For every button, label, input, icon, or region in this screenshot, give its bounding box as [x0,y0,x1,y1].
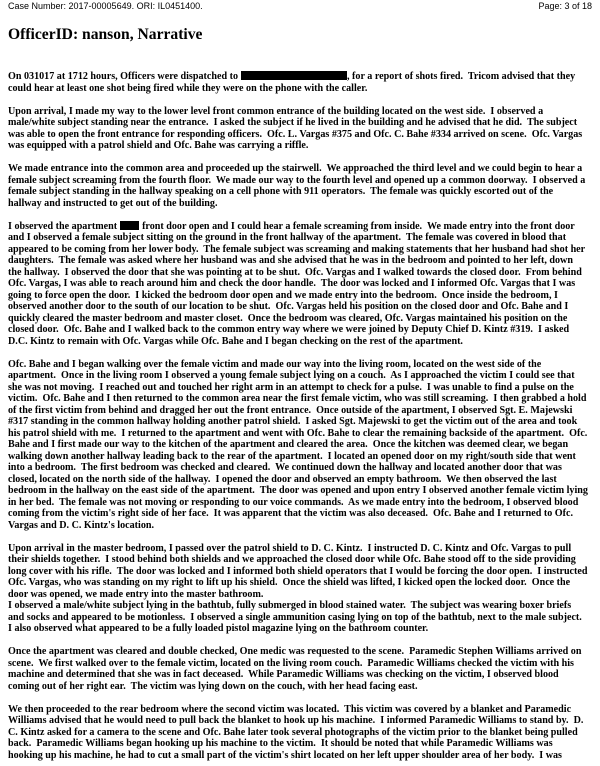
page-number: Page: 3 of 18 [538,1,592,11]
text-line: Once the apartment was cleared and double checked, One medic was requested to the scene. Paramedic Stephen Williams arrived on [8,646,582,657]
text-line: into a bedroom. The first bedroom was checked and cleared. We continued down the hallway and located another door that was [8,462,562,473]
narrative-paragraph [8,543,594,635]
page-header [8,1,592,12]
text-line: #317 standing in the common hallway holding another patrol shield. I asked Sgt. Majewski to get the victim out of the area and took [8,416,578,427]
text-line: going to force open the door. I kicked the bedroom door open and we made entry into the bedroom. Once inside the bedroom, I [8,289,558,301]
text-line: was able to open the front entrance for responding officers. Ofc. L. Vargas #375 and Ofc. C. Bahe #334 arrived on scene. Ofc. Vargas [8,128,583,140]
text-line: male/white subject standing near the entrance. I asked the subject if he lived in the building and he advised that he did. The subject [8,117,578,128]
text-line: in her bed. The female was not moving or responding to our voice commands. As we made entry into the bedroom, I observed blood [8,496,579,508]
text-line: Vargas and D. C. Kintz's location. [8,519,154,531]
text-line: Ofc. Vargas, I was able to reach around him and check the door handle. The door was locked and I informed Ofc. Vargas that I was [8,278,576,289]
text-line: and socks and appeared to be motionless. I observed a single ammunition casing lying on top of the bathtub, next to the male subject. [8,611,582,623]
text-line [8,221,594,233]
text-segment: , for a report of shots fired. Tricom advised that they [347,71,576,82]
text-line: I also observed what appeared to be a fully loaded pistol magazine lying on the bathroom counter. [8,623,429,634]
text-line: Bahe and I first made our way to the kitchen of the apartment and cleared the area. Once the kitchen was deemed clear, we began [8,439,569,450]
narrative-paragraph [8,646,594,692]
redaction-block [241,71,347,80]
text-segment: I observed the apartment [8,220,118,232]
text-line: Ofc. Bahe and I began walking over the female victim and made our way into the living room, located on the west side of the [8,358,542,370]
text-line: their shields together. I stood behind both shields and we approached the closed door while Ofc. Bahe stood off to the side providing [8,554,576,565]
narrative-paragraph [8,71,594,94]
text-line: Upon arrival in the master bedroom, I passed over the patrol shield to D. C. Kintz. I instructed D. C. Kintz and Ofc. Vargas to pull [8,542,572,554]
text-line: coming out of her right ear. The victim was lying down on the couch, with her head facing east. [8,680,418,692]
text-line [8,71,594,83]
text-segment: front door open and I could hear a female screaming from inside. We made entry into the front door [142,220,575,232]
text-line: his patrol shield with me. I returned to the apartment and went with Ofc. Bahe to clear the remaining backside of the apartment. Ofc. [8,427,588,439]
text-line: was equipped with a patrol shield and Ofc. Bahe was carrying a riffle. [8,140,309,151]
text-line: the hallway. I observed the door that she was pointing at to be shut. Ofc. Vargas and I walked towards the closed door. From behind [8,266,582,278]
text-line: scene. We first walked over to the female victim, located on the living room couch. Paramedic Williams checked the victim with his [8,657,574,669]
text-line: observed another door to the south of our location to be shut. Ofc. Vargas held his position on the closed door and Ofc. Bahe and I [8,301,569,312]
page-title: OfficerID: nanson, Narrative [8,26,203,43]
text-line: I observed a male/white subject lying in the bathtub, fully submerged in blood stained water. The subject was wearing boxer briefs [8,600,572,611]
text-line: could hear at least one shot being fired while they were on the phone with the caller. [8,82,368,94]
text-line: Upon arrival, I made my way to the lower level front common entrance of the building located on the west side. I observed a [8,105,544,117]
text-line: Williams advised that he would need to pull back the blanket to hook up his machine. I informed Paramedic Williams to stand by. D. [8,715,584,726]
narrative-paragraph [8,704,594,762]
text-line: coming from the victim's right side of her face. It was apparent that the victim was also deceased. Ofc. Bahe and I returned to Ofc. [8,508,574,519]
text-line: closed, located on the north side of the hallway. I opened the door and observed an empty bathroom. We then observed the last [8,473,557,485]
narrative-body [8,71,594,761]
narrative-paragraph [8,163,594,209]
text-line: and I observed a female subject sitting on the ground in the front hallway of the apartment. The female was covered in blood that [8,232,567,243]
text-line: We then proceeded to the rear bedroom where the second victim was located. This victim was covered by a blanket and Paramedic [8,703,572,715]
text-line: she was not moving. I reached out and touched her right arm in an attempt to check for a pulse. I was unable to find a pulse on the [8,381,574,393]
text-line: hooking up his machine, he had to cut a small part of the victim's shirt located on her left upper shoulder area of her body. I was [8,749,562,761]
text-line: bedroom in the hallway on the east side of the apartment. The door was opened and upon entry I observed another female victim lying [8,485,588,496]
redaction-block [120,221,139,230]
text-line: closed door. Ofc. Bahe and I walked back to the common entry way where we were joined by Deputy Chief D. Kintz #319. I asked [8,324,570,335]
text-line: of the first victim from behind and dragged her out the front entrance. Once outside of the apartment, I observed Sgt. E. Majewski [8,404,573,416]
text-line: appeared to be coming from her lower body. The female subject was screaming and making statements that her husband had shot her [8,243,586,255]
text-line: daughters. The female was asked where her husband was and she advised that he was in the bedroom and pointed to her left, down [8,255,573,266]
text-segment: On 031017 at 1712 hours, Officers were dispatched to [8,71,238,82]
text-line: C. Kintz asked for a camera to the scene and Ofc. Bahe later took several photographs of the victim prior to the blanket being pulled [8,726,578,738]
narrative-paragraph [8,221,594,348]
text-line: Ofc. Vargas, who was standing on my right to lift up his shield. Once the shield was lifted, I kicked open the locked door. Once the [8,577,571,588]
text-line: apartment. Once in the living room I observed a young female subject lying on a couch. As I approached the victim I could see that [8,370,575,381]
text-line: machine and determined that she was in fact deceased. While Paramedic Williams was checking on the victim, I observed blood [8,669,559,680]
narrative-paragraph [8,359,594,532]
text-line: long cover with his rifle. The door was locked and I informed both shield operators that I would be forcing the door open. I instructed [8,565,588,577]
text-line: D.C. Kintz to remain with Ofc. Vargas while Ofc. Bahe and I began checking on the rest of the apartment. [8,335,463,347]
text-line: female subject standing in the hallway speaking on a cell phone with 911 operators. The female was quickly escorted out of the [8,186,554,197]
text-line: door was opened, we made entry into the master bathroom. [8,588,264,600]
narrative-paragraph [8,106,594,152]
text-line: female subject screaming from the fourth floor. We made our way to the fourth level and opened up a common doorway. I observed a [8,174,586,186]
text-line: We made entrance into the common area and proceeded up the stairwell. We approached the third level and we could begin to hear a [8,163,583,174]
case-number-header: Case Number: 2017-00005649. ORI: IL0451400. [8,1,203,11]
text-line: hallway and instructed to get out of the building. [8,197,218,209]
text-line: walking down another hallway leading back to the rear of the apartment. I located an opened door on my right/south side that went [8,450,576,462]
text-line: back. Paramedic Williams began hooking up his machine to the victim. It should be noted that while Paramedic Williams was [8,738,553,749]
text-line: quickly cleared the master bedroom and master closet. Once the bedroom was cleared, Ofc. Vargas maintained his position on the [8,312,568,324]
text-line: victim. Ofc. Bahe and I then returned to the common area near the first female victim, who was still screaming. I then grabbed a hold [8,393,587,404]
